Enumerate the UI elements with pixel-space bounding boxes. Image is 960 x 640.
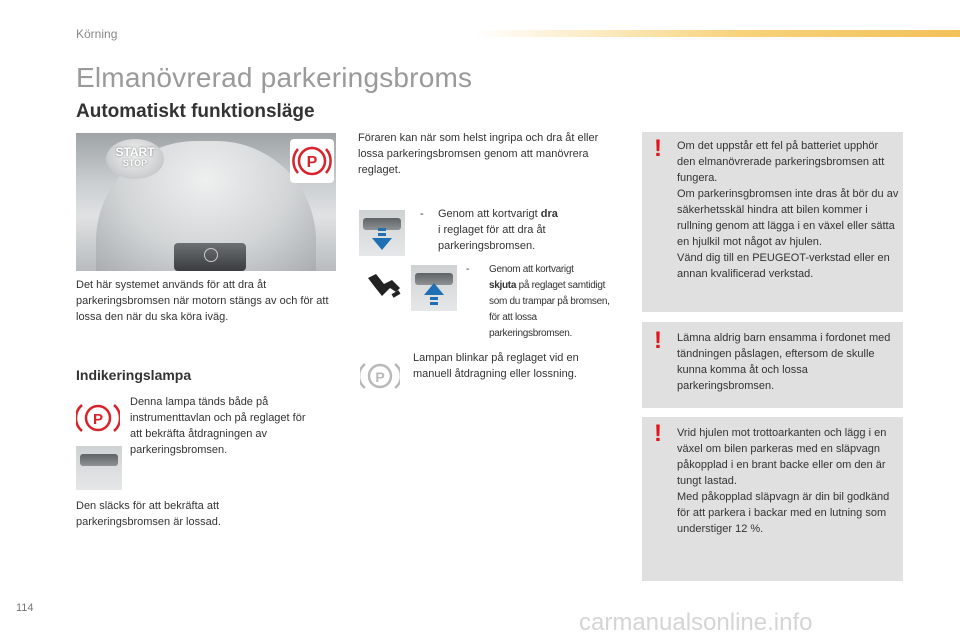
header-accent-bar bbox=[475, 30, 960, 37]
bullet-pull-text bbox=[438, 206, 588, 254]
section-heading: Automatiskt funktionsläge bbox=[76, 101, 315, 122]
start-stop-button-image bbox=[106, 139, 164, 179]
start-label: START bbox=[115, 145, 155, 159]
bullet-pull-bold: dra bbox=[540, 208, 558, 220]
console-photo bbox=[76, 133, 336, 271]
blink-text: Lampan blinkar på reglaget vid en manuell åtdragning eller lossning. bbox=[413, 352, 579, 380]
arrow-down-icon bbox=[372, 228, 392, 252]
stop-label: STOP bbox=[122, 158, 148, 168]
brake-pedal-foot-icon bbox=[366, 272, 402, 300]
grey-parking-lamp-icon bbox=[360, 359, 400, 393]
page-title: Elmanövrerad parkeringsbroms bbox=[76, 62, 473, 93]
parking-brake-lamp-badge bbox=[290, 139, 334, 183]
bullet-push-prefix: Genom att kortvarigt bbox=[489, 264, 574, 275]
bullet-push-rest: på reglaget samtidigt som du trampar på bromsen, för att lossa parkeringsbromsen. bbox=[489, 280, 610, 339]
arrow-up-icon bbox=[424, 283, 444, 309]
bullet-pull-rest: i reglaget för att dra åt parkeringsbromsen. bbox=[438, 224, 546, 252]
lever-push-image bbox=[411, 265, 457, 311]
intro-text: Det här systemet används för att dra åt parkeringsbromsen när motorn stängs av och för att lossa den när du ska köra iväg. bbox=[76, 279, 329, 323]
red-parking-lamp-icon bbox=[76, 398, 120, 438]
section-label: Körning bbox=[76, 27, 118, 41]
parking-brake-red-icon bbox=[290, 139, 334, 183]
lamp-heading: Indikeringslampa bbox=[76, 367, 192, 383]
warning-text-battery: Om det uppstår ett fel på batteriet upphör den elmanövrerade parkeringsbromsen att fungera. Om parkerinsgbromsen inte dras åt bör du av säkerhetsskäl hindra att bilen kommer i rullning genom att lägga i en växel eller sätta en hjulkil mot något av hjulen. Vänd dig till en PEUGEOT-verkstad eller en annan kvalificerad verkstad. bbox=[677, 140, 899, 280]
lever-lit-image bbox=[76, 446, 122, 490]
svg-text:P: P bbox=[92, 411, 104, 428]
lever-pull-image bbox=[359, 210, 405, 256]
lamp-off-text: Den släcks för att bekräfta att parkeringsbromsen är lossad. bbox=[76, 500, 221, 528]
bullet-dash: - bbox=[420, 208, 424, 220]
bullet-push-text bbox=[489, 262, 621, 342]
warning-mark-3: ! bbox=[654, 420, 662, 447]
warning-text-children: Lämna aldrig barn ensamma i fordonet med tändningen påslagen, eftersom de skulle kunna komma åt och lossa parkeringsbromsen. bbox=[677, 332, 891, 392]
warning-text-trailer: Vrid hjulen mot trottoarkanten och lägg i en växel om bilen parkeras med en släpvagn påkopplad i en brant backe eller om den är tungt lastad. Med påkopplad släpvagn är din bil godkänd för att parkera i backar med en lutning som understiger 12 %. bbox=[677, 427, 890, 535]
lamp-text: Denna lampa tänds både på instrumenttavlan och på reglaget för att bekräfta åtdragningen av parkeringsbromsen. bbox=[130, 396, 306, 456]
lever-p-symbol bbox=[204, 248, 218, 262]
page-number: 114 bbox=[16, 602, 34, 614]
svg-text:P: P bbox=[375, 369, 385, 385]
bullet-pull-prefix: Genom att kortvarigt bbox=[438, 208, 541, 220]
bullet-dash-2: - bbox=[466, 264, 470, 275]
driver-intervention-text: Föraren kan när som helst ingripa och dra åt eller lossa parkeringsbromsen genom att manövrera reglaget. bbox=[358, 132, 599, 176]
warning-mark-1: ! bbox=[654, 135, 662, 162]
svg-text:P: P bbox=[306, 154, 318, 171]
warning-mark-2: ! bbox=[654, 327, 662, 354]
watermark: carmanualsonline.info bbox=[579, 609, 813, 636]
lever-slot bbox=[80, 454, 118, 466]
bullet-push-bold: skjuta bbox=[489, 280, 517, 291]
